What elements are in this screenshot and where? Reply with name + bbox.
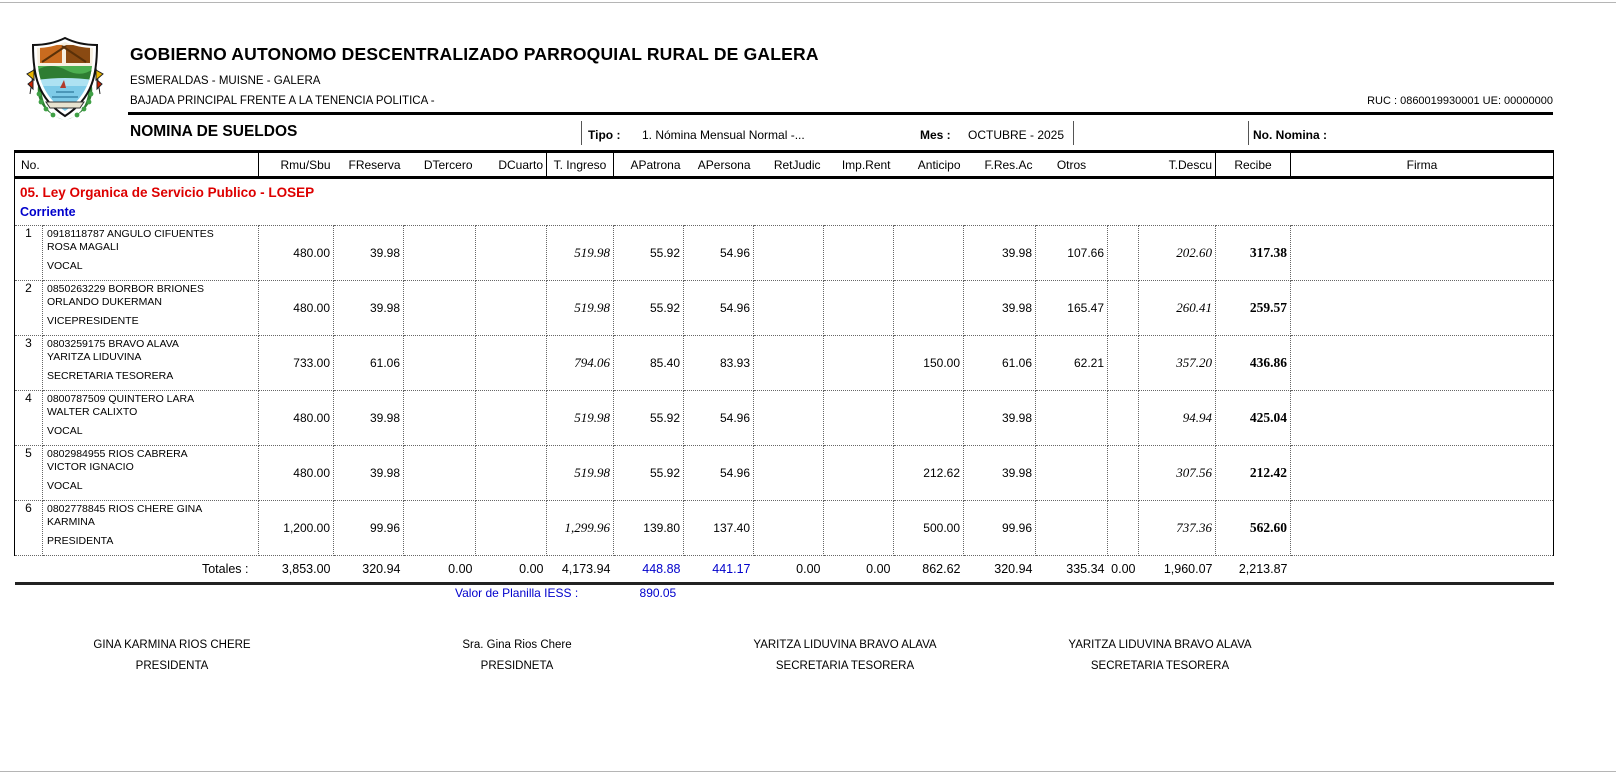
cell-anticipo: 212.62	[894, 446, 964, 501]
table-row	[15, 281, 1554, 336]
tipo-value: 1. Nómina Mensual Normal -...	[642, 128, 805, 142]
table-row	[15, 226, 1554, 281]
ruc-ue-text: RUC : 0860019930001 UE: 00000000	[1367, 95, 1553, 107]
column-header-retjudic: RetJudic	[754, 152, 824, 178]
total-extra: 0.00	[1108, 556, 1139, 584]
employee-cell	[43, 391, 259, 446]
cell-extra	[1108, 336, 1139, 391]
cell-dcuarto	[476, 501, 547, 556]
coat-of-arms-icon	[26, 36, 104, 122]
cell-otros	[1036, 391, 1108, 446]
cell-imprent	[824, 336, 894, 391]
cell-dtercero	[404, 226, 476, 281]
cell-tingreso: 1,299.96	[547, 501, 614, 556]
signature-role: SECRETARIA TESORERA	[1090, 660, 1230, 672]
column-header-apersona: APersona	[684, 152, 754, 178]
cell-extra	[1108, 501, 1139, 556]
signature-name: GINA KARMINA RIOS CHERE	[93, 639, 251, 651]
table-row	[15, 336, 1554, 391]
row-number: 4	[15, 391, 43, 446]
cell-imprent	[824, 446, 894, 501]
cell-tdescu: 202.60	[1139, 226, 1216, 281]
cell-dcuarto	[476, 281, 547, 336]
employee-role: VOCAL	[47, 480, 83, 493]
row-number: 6	[15, 501, 43, 556]
cell-apersona: 54.96	[684, 226, 754, 281]
cell-apersona: 137.40	[684, 501, 754, 556]
cell-firma	[1291, 446, 1554, 501]
cell-otros: 62.21	[1036, 336, 1108, 391]
cell-rmu: 480.00	[259, 391, 334, 446]
cell-otros: 107.66	[1036, 226, 1108, 281]
cell-tingreso: 794.06	[547, 336, 614, 391]
cell-tingreso: 519.98	[547, 446, 614, 501]
cell-rmu: 1,200.00	[259, 501, 334, 556]
subsection-row	[15, 205, 1554, 226]
cell-dcuarto	[476, 336, 547, 391]
mes-value: OCTUBRE - 2025	[968, 128, 1065, 142]
cell-tdescu: 307.56	[1139, 446, 1216, 501]
employee-role: VOCAL	[47, 425, 83, 438]
cell-freserva: 39.98	[334, 391, 404, 446]
total-firma	[1291, 556, 1554, 584]
row-number: 2	[15, 281, 43, 336]
total-retjudic: 0.00	[754, 556, 824, 584]
employee-cell	[43, 281, 259, 336]
cell-retjudic	[754, 446, 824, 501]
cell-dcuarto	[476, 391, 547, 446]
signature-role: PRESIDNETA	[480, 660, 554, 672]
section-title: 05. Ley Organica de Servicio Publico - LOSEP	[15, 178, 1554, 206]
cell-dcuarto	[476, 446, 547, 501]
cell-imprent	[824, 226, 894, 281]
cell-recibe: 562.60	[1216, 501, 1291, 556]
cell-retjudic	[754, 501, 824, 556]
cell-imprent	[824, 281, 894, 336]
cell-retjudic	[754, 391, 824, 446]
cell-apatrona: 55.92	[614, 281, 684, 336]
column-header-anticipo: Anticipo	[894, 152, 964, 178]
employee-id-name: 0802778845 RIOS CHERE GINA KARMINA	[47, 503, 202, 528]
cell-fresac: 39.98	[964, 281, 1036, 336]
cell-firma	[1291, 336, 1554, 391]
column-header-fresac: F.Res.Ac	[964, 152, 1036, 178]
cell-otros: 165.47	[1036, 281, 1108, 336]
iess-value: 890.05	[639, 586, 677, 600]
cell-dtercero	[404, 281, 476, 336]
cell-dtercero	[404, 501, 476, 556]
cell-rmu: 480.00	[259, 226, 334, 281]
cell-apersona: 54.96	[684, 446, 754, 501]
employee-role: VOCAL	[47, 260, 83, 273]
iess-row	[455, 586, 676, 600]
org-address: BAJADA PRINCIPAL FRENTE A LA TENENCIA POLITICA -	[130, 95, 435, 107]
total-recibe: 2,213.87	[1216, 556, 1291, 584]
meta-separator	[1073, 121, 1074, 145]
org-location: ESMERALDAS - MUISNE - GALERA	[130, 75, 321, 87]
cell-recibe: 212.42	[1216, 446, 1291, 501]
table-row	[15, 446, 1554, 501]
cell-apatrona: 55.92	[614, 226, 684, 281]
cell-tingreso: 519.98	[547, 391, 614, 446]
total-dcuarto: 0.00	[476, 556, 547, 584]
cell-dcuarto	[476, 226, 547, 281]
cell-recibe: 425.04	[1216, 391, 1291, 446]
column-header-firma: Firma	[1291, 152, 1554, 178]
section-row	[15, 178, 1554, 206]
table-row	[15, 391, 1554, 446]
total-apatrona: 448.88	[614, 556, 684, 584]
cell-anticipo: 150.00	[894, 336, 964, 391]
column-header-apatrona: APatrona	[614, 152, 684, 178]
employee-cell	[43, 336, 259, 391]
column-header-dcuarto: DCuarto	[476, 152, 547, 178]
total-anticipo: 862.62	[894, 556, 964, 584]
iess-label: Valor de Planilla IESS :	[455, 586, 579, 600]
cell-fresac: 39.98	[964, 446, 1036, 501]
column-header-dtercero: DTercero	[404, 152, 476, 178]
employee-role: VICEPRESIDENTE	[47, 315, 139, 328]
cell-anticipo	[894, 391, 964, 446]
payroll-table	[14, 150, 1554, 585]
employee-role: PRESIDENTA	[47, 535, 114, 548]
cell-firma	[1291, 226, 1554, 281]
cell-retjudic	[754, 336, 824, 391]
tipo-label: Tipo :	[588, 128, 621, 142]
total-imprent: 0.00	[824, 556, 894, 584]
signature-name: YARITZA LIDUVINA BRAVO ALAVA	[753, 639, 937, 651]
cell-firma	[1291, 501, 1554, 556]
cell-tdescu: 94.94	[1139, 391, 1216, 446]
cell-anticipo	[894, 226, 964, 281]
cell-anticipo: 500.00	[894, 501, 964, 556]
total-fresac: 320.94	[964, 556, 1036, 584]
signature-section	[0, 639, 1616, 699]
subsection-title: Corriente	[15, 205, 1554, 226]
cell-freserva: 39.98	[334, 281, 404, 336]
total-freserva: 320.94	[334, 556, 404, 584]
cell-imprent	[824, 391, 894, 446]
cell-recibe: 436.86	[1216, 336, 1291, 391]
column-header-extra	[1108, 152, 1139, 178]
employee-id-name: 0800787509 QUINTERO LARA WALTER CALIXTO	[47, 393, 194, 418]
total-apersona: 441.17	[684, 556, 754, 584]
cell-firma	[1291, 391, 1554, 446]
totals-row	[15, 556, 1554, 584]
nomina-number-label: No. Nomina :	[1253, 128, 1327, 142]
row-number: 5	[15, 446, 43, 501]
cell-freserva: 39.98	[334, 446, 404, 501]
row-number: 3	[15, 336, 43, 391]
column-header-tingreso: T. Ingreso	[547, 152, 614, 178]
cell-otros	[1036, 446, 1108, 501]
column-header-rmu: Rmu/Sbu	[259, 152, 334, 178]
column-header-otros: Otros	[1036, 152, 1108, 178]
signature-name: Sra. Gina Rios Chere	[462, 639, 572, 651]
cell-anticipo	[894, 281, 964, 336]
employee-id-name: 0918118787 ANGULO CIFUENTES ROSA MAGALI	[47, 228, 214, 253]
signature-block	[695, 639, 995, 672]
cell-dtercero	[404, 446, 476, 501]
cell-firma	[1291, 281, 1554, 336]
column-header-imprent: Imp.Rent	[824, 152, 894, 178]
signature-block	[367, 639, 667, 672]
cell-fresac: 39.98	[964, 391, 1036, 446]
total-rmu: 3,853.00	[259, 556, 334, 584]
cell-retjudic	[754, 226, 824, 281]
employee-id-name: 0802984955 RIOS CABRERA VICTOR IGNACIO	[47, 448, 188, 473]
signature-block	[22, 639, 322, 672]
cell-apersona: 83.93	[684, 336, 754, 391]
cell-otros	[1036, 501, 1108, 556]
total-dtercero: 0.00	[404, 556, 476, 584]
signature-role: PRESIDENTA	[135, 660, 209, 672]
column-header-recibe: Recibe	[1216, 152, 1291, 178]
page-top-border	[0, 2, 1616, 3]
header-rule	[128, 112, 1553, 115]
cell-tdescu: 260.41	[1139, 281, 1216, 336]
total-otros: 335.34	[1036, 556, 1108, 584]
employee-cell	[43, 226, 259, 281]
employee-id-name: 0803259175 BRAVO ALAVA YARITZA LIDUVINA	[47, 338, 179, 363]
table-row	[15, 501, 1554, 556]
meta-separator	[1248, 121, 1249, 145]
cell-recibe: 317.38	[1216, 226, 1291, 281]
column-header-no: No.	[15, 152, 259, 178]
cell-tingreso: 519.98	[547, 226, 614, 281]
mes-label: Mes :	[920, 128, 951, 142]
cell-extra	[1108, 226, 1139, 281]
total-tingreso: 4,173.94	[547, 556, 614, 584]
employee-id-name: 0850263229 BORBOR BRIONES ORLANDO DUKERMAN	[47, 283, 204, 308]
cell-apatrona: 55.92	[614, 391, 684, 446]
cell-freserva: 39.98	[334, 226, 404, 281]
employee-cell	[43, 446, 259, 501]
cell-extra	[1108, 281, 1139, 336]
cell-freserva: 61.06	[334, 336, 404, 391]
cell-retjudic	[754, 281, 824, 336]
cell-tdescu: 357.20	[1139, 336, 1216, 391]
cell-fresac: 39.98	[964, 226, 1036, 281]
signature-name: YARITZA LIDUVINA BRAVO ALAVA	[1068, 639, 1252, 651]
cell-apatrona: 85.40	[614, 336, 684, 391]
cell-rmu: 480.00	[259, 281, 334, 336]
cell-rmu: 733.00	[259, 336, 334, 391]
employee-role: SECRETARIA TESORERA	[47, 370, 174, 383]
cell-fresac: 61.06	[964, 336, 1036, 391]
cell-rmu: 480.00	[259, 446, 334, 501]
cell-apersona: 54.96	[684, 391, 754, 446]
table-body	[15, 178, 1554, 584]
cell-recibe: 259.57	[1216, 281, 1291, 336]
totals-label: Totales :	[15, 556, 259, 584]
header-row	[15, 152, 1554, 178]
employee-cell	[43, 501, 259, 556]
row-number: 1	[15, 226, 43, 281]
cell-dtercero	[404, 391, 476, 446]
meta-separator	[581, 121, 582, 145]
signature-role: SECRETARIA TESORERA	[775, 660, 915, 672]
coat-of-arms-logo	[26, 36, 104, 122]
table-header	[15, 152, 1554, 178]
cell-tdescu: 737.36	[1139, 501, 1216, 556]
column-header-freserva: FReserva	[334, 152, 404, 178]
page-bottom-border	[0, 771, 1616, 772]
cell-apatrona: 139.80	[614, 501, 684, 556]
doc-title: NOMINA DE SUELDOS	[130, 123, 298, 140]
cell-dtercero	[404, 336, 476, 391]
cell-fresac: 99.96	[964, 501, 1036, 556]
cell-apatrona: 55.92	[614, 446, 684, 501]
cell-extra	[1108, 391, 1139, 446]
cell-apersona: 54.96	[684, 281, 754, 336]
signature-block	[1010, 639, 1310, 672]
cell-extra	[1108, 446, 1139, 501]
cell-freserva: 99.96	[334, 501, 404, 556]
cell-imprent	[824, 501, 894, 556]
org-title: GOBIERNO AUTONOMO DESCENTRALIZADO PARROQUIAL RURAL DE GALERA	[130, 44, 819, 64]
total-tdescu: 1,960.07	[1139, 556, 1216, 584]
column-header-tdescu: T.Descu	[1139, 152, 1216, 178]
cell-tingreso: 519.98	[547, 281, 614, 336]
